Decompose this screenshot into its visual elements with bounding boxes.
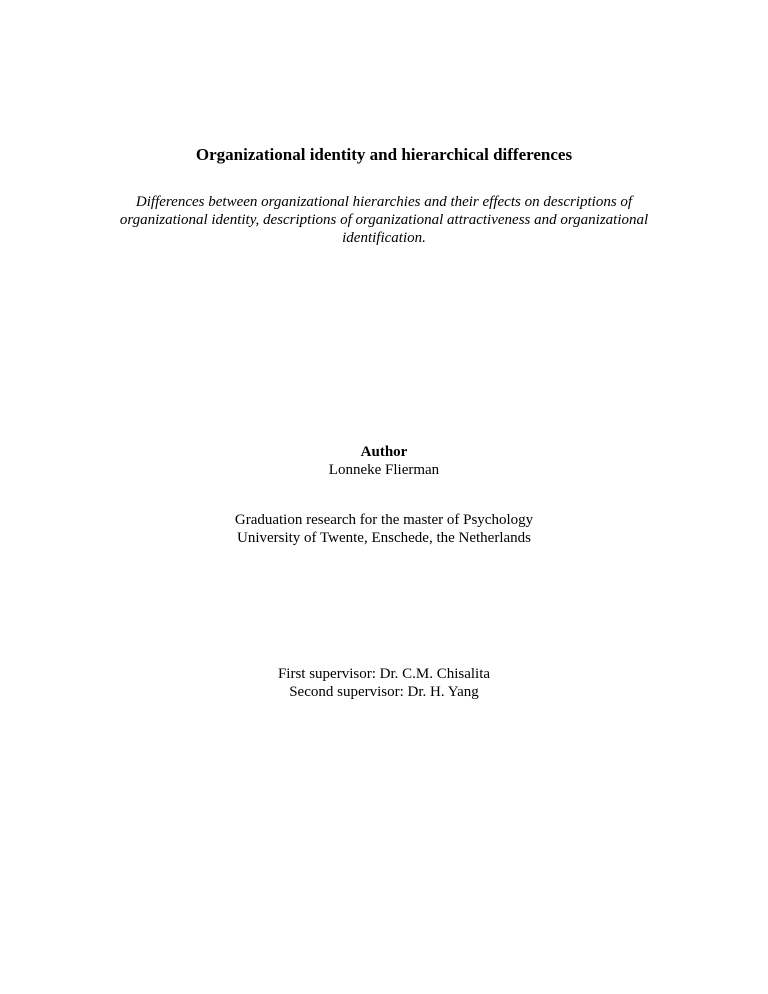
supervisors: [0, 665, 768, 701]
affiliation-line: University of Twente, Enschede, the Netherlands: [236, 530, 531, 546]
affiliation-line: Graduation research for the master of Psychology: [234, 512, 534, 528]
author-name: Lonneke Flierman: [328, 462, 440, 478]
document-title: Organizational identity and hierarchical differences: [195, 145, 573, 164]
subtitle-line: organizational identity, descriptions of organizational attractiveness and organizational: [119, 212, 649, 228]
affiliation: [0, 511, 768, 547]
supervisor-line: Second supervisor: Dr. H. Yang: [289, 684, 479, 700]
subtitle-line: Differences between organizational hierarchies and their effects on descriptions of: [135, 194, 633, 210]
supervisor-line: First supervisor: Dr. C.M. Chisalita: [277, 666, 491, 682]
subtitle-line: identification.: [342, 230, 426, 246]
document-subtitle: [0, 193, 768, 247]
author-heading: Author: [360, 444, 408, 460]
